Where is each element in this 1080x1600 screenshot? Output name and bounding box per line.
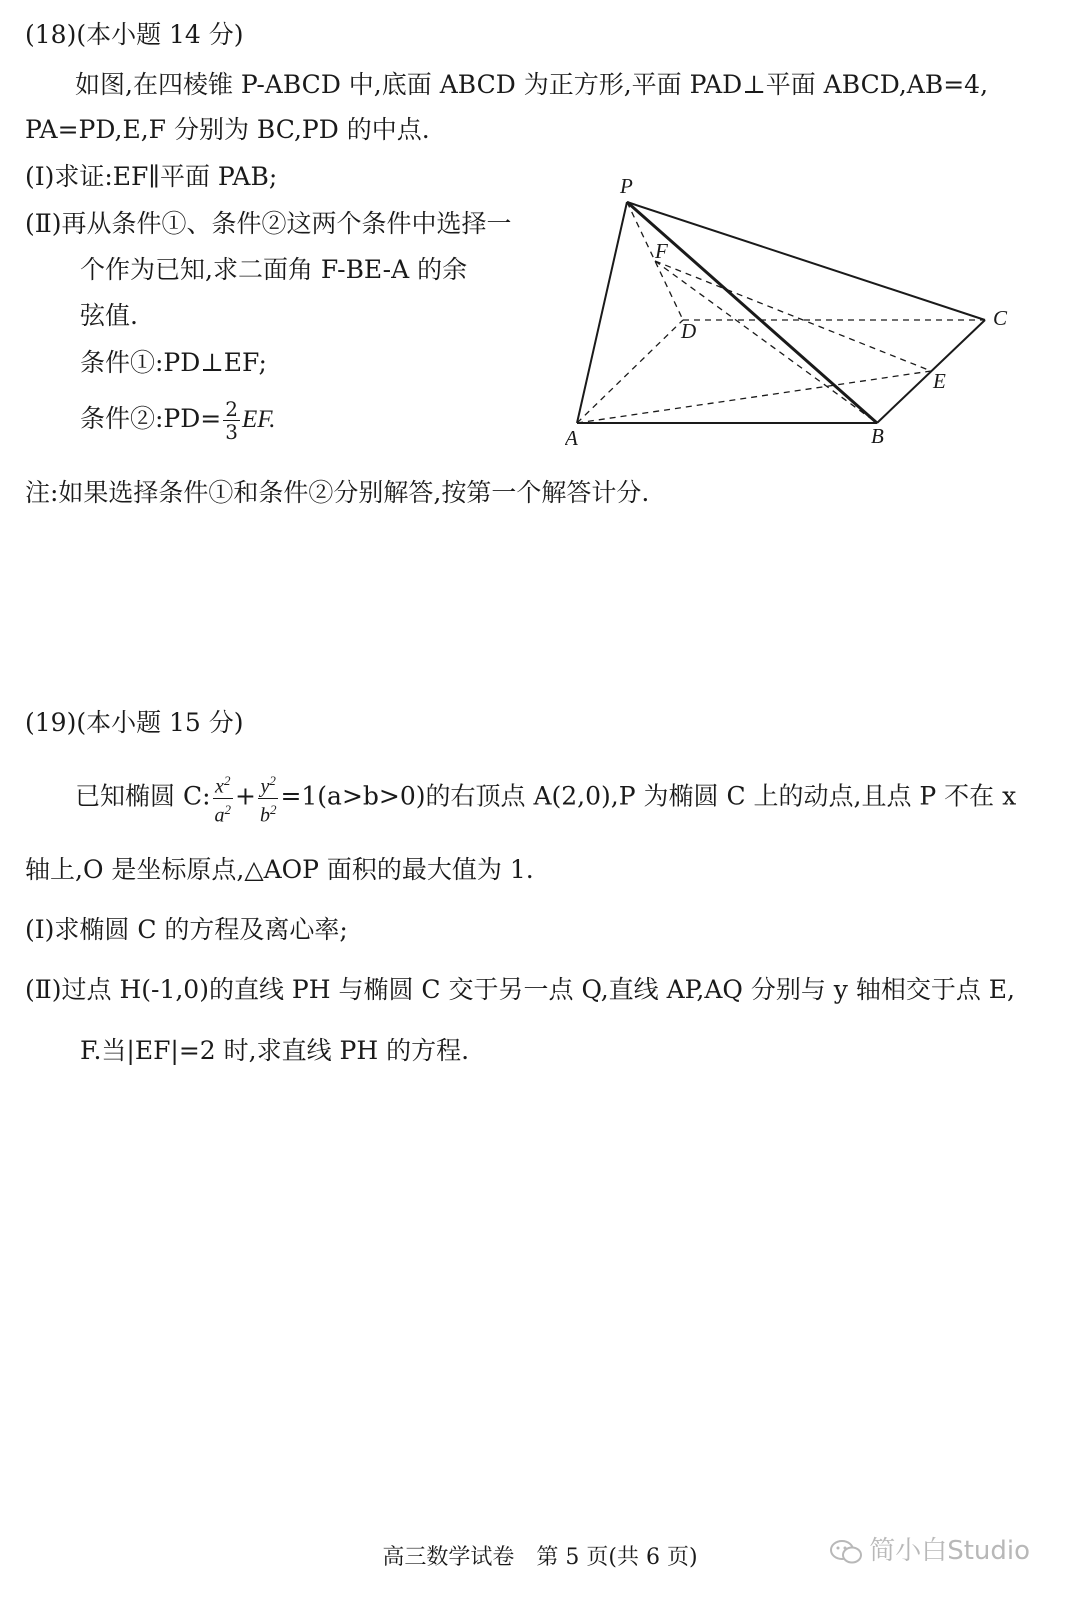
q19-line2: 轴上,O 是坐标原点,△AOP 面积的最大值为 1. bbox=[25, 855, 534, 884]
q18-condition2 bbox=[80, 398, 276, 443]
point-label-F: F bbox=[655, 239, 668, 263]
frac1-numerator: $x^2$ bbox=[213, 770, 234, 799]
fraction-y2-over-b2 bbox=[258, 770, 279, 826]
condition2-suffix: EF. bbox=[241, 406, 276, 433]
q19-part1: (Ⅰ)求椭圆 C 的方程及离心率; bbox=[25, 915, 348, 944]
q18-header: (18)(本小题 14 分) bbox=[25, 20, 244, 49]
frac2-numerator: $y^2$ bbox=[258, 770, 279, 799]
point-label-E: E bbox=[933, 369, 946, 393]
segment-AE bbox=[577, 371, 931, 423]
vertex-label-A: A bbox=[565, 426, 578, 450]
watermark-text: 简小白Studio bbox=[869, 1536, 1030, 1566]
q19-line1 bbox=[75, 770, 1016, 826]
frac1-denominator: $a^2$ bbox=[214, 801, 231, 827]
wechat-icon bbox=[829, 1538, 863, 1566]
pyramid-figure bbox=[565, 175, 1045, 460]
q19-header: (19)(本小题 15 分) bbox=[25, 708, 244, 737]
fraction-two-thirds bbox=[223, 398, 240, 443]
q18-part2-line2: 个作为已知,求二面角 F-BE-A 的余 bbox=[80, 255, 468, 284]
q19-line1-rest: =1(a>b>0)的右顶点 A(2,0),P 为椭圆 C 上的动点,且点 P 不在 x bbox=[280, 781, 1017, 811]
fraction-denominator: 3 bbox=[225, 420, 238, 444]
plus-sign: + bbox=[235, 781, 256, 811]
edge-AD bbox=[577, 320, 683, 423]
fraction-x2-over-a2 bbox=[213, 770, 234, 826]
watermark bbox=[829, 1530, 1030, 1567]
segment-FE bbox=[655, 261, 931, 371]
q19-part2-line1: (Ⅱ)过点 H(-1,0)的直线 PH 与椭圆 C 交于另一点 Q,直线 AP,AQ 分别与 y 轴相交于点 E, bbox=[25, 975, 1016, 1004]
edge-PC bbox=[627, 202, 985, 320]
edge-PB bbox=[627, 202, 877, 423]
frac2-denominator: $b^2$ bbox=[259, 801, 277, 827]
q19-part2-line2: F.当|EF|=2 时,求直线 PH 的方程. bbox=[80, 1036, 470, 1065]
q18-intro-line1: 如图,在四棱锥 P-ABCD 中,底面 ABCD 为正方形,平面 PAD⊥平面 ABCD,AB=4, bbox=[75, 70, 989, 99]
q18-note: 注:如果选择条件①和条件②分别解答,按第一个解答计分. bbox=[25, 478, 650, 507]
q18-condition1: 条件①:PD⊥EF; bbox=[80, 348, 267, 377]
vertex-label-B: B bbox=[871, 424, 884, 448]
vertex-label-P: P bbox=[620, 175, 633, 198]
vertex-label-C: C bbox=[993, 306, 1008, 330]
q18-part1: (Ⅰ)求证:EF∥平面 PAB; bbox=[25, 162, 278, 191]
q18-part2-line1: (Ⅱ)再从条件①、条件②这两个条件中选择一 bbox=[25, 209, 512, 238]
condition2-prefix: 条件②:PD= bbox=[80, 404, 222, 433]
q18-part2-line3: 弦值. bbox=[80, 301, 138, 330]
vertex-label-D: D bbox=[681, 319, 697, 343]
edge-PA bbox=[577, 202, 627, 423]
q18-intro-line2: PA=PD,E,F 分别为 BC,PD 的中点. bbox=[25, 115, 430, 144]
q19-line1-start: 已知椭圆 C: bbox=[75, 781, 211, 811]
page-footer: 高三数学试卷 第 5 页(共 6 页) bbox=[382, 1545, 698, 1570]
fraction-numerator: 2 bbox=[225, 397, 238, 421]
